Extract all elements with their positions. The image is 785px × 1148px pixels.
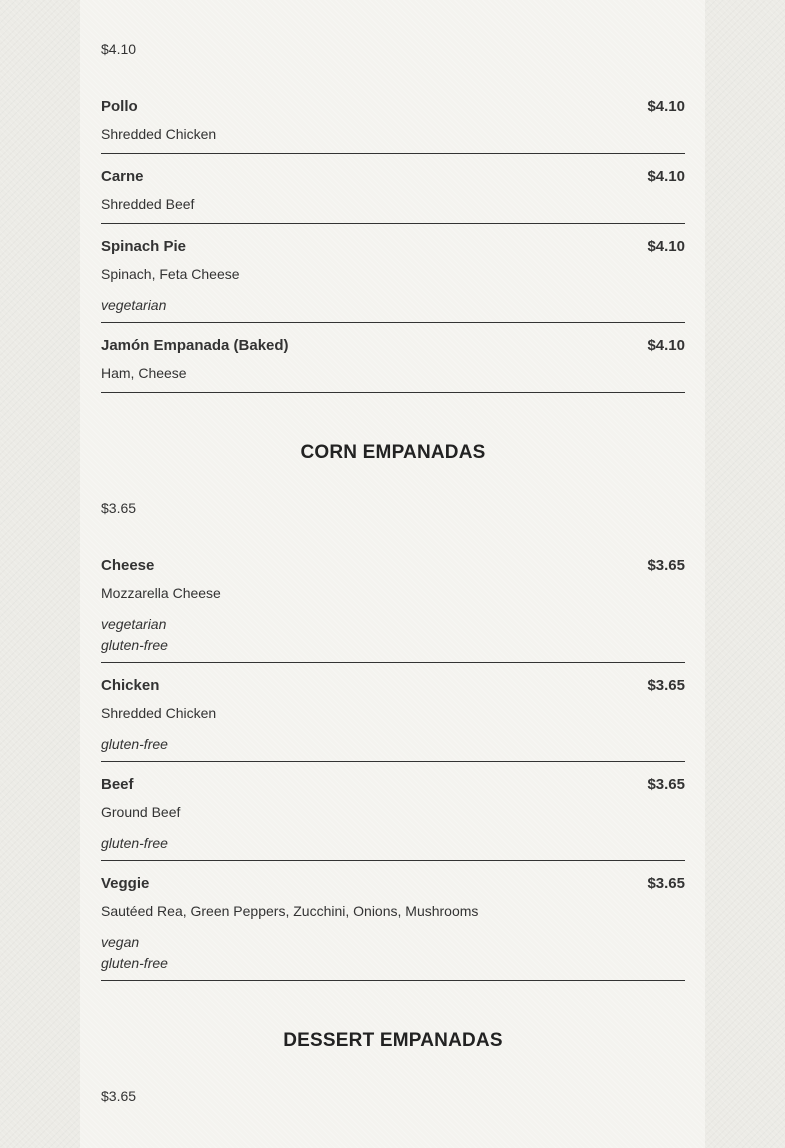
menu-item [101,168,685,224]
item-price: $4.10 [647,168,685,185]
item-description: Ham, Cheese [101,365,187,381]
item-description: Shredded Chicken [101,705,217,721]
section-title: DESSERT EMPANADAS [283,1030,503,1051]
item-name: Pollo [101,98,138,115]
item-name: Spinach Pie [101,238,187,255]
dietary-tag: gluten-free [101,736,168,752]
item-price: $4.10 [647,337,685,354]
item-name: Cheese [101,557,155,574]
menu-item [101,98,685,154]
section-title: CORN EMPANADAS [300,442,486,463]
item-description: Shredded Beef [101,196,195,212]
item-price: $3.65 [647,776,685,793]
dietary-tag: gluten-free [101,835,168,851]
item-description: Ground Beef [101,804,181,820]
section-base-price: $4.10 [101,41,137,57]
dietary-tag: gluten-free [101,637,168,653]
menu-item [101,875,685,981]
item-name: Jamón Empanada (Baked) [101,337,289,354]
dietary-tags [101,734,168,755]
item-price: $3.65 [647,677,685,694]
dietary-tag: vegetarian [101,297,167,313]
dietary-tags [101,932,168,974]
menu-item [101,677,685,762]
item-price: $3.65 [647,875,685,892]
dietary-tags [101,833,168,854]
item-description: Sautéed Rea, Green Peppers, Zucchini, Onions, Mushrooms [101,903,479,919]
item-name: Carne [101,168,144,185]
menu-item [101,776,685,861]
menu-item [101,238,685,323]
item-description: Mozzarella Cheese [101,585,221,601]
section-base-price: $3.65 [101,500,137,516]
item-description: Spinach, Feta Cheese [101,266,240,282]
item-name: Veggie [101,875,150,892]
item-name: Chicken [101,677,160,694]
menu-item [101,557,685,663]
item-description: Shredded Chicken [101,126,217,142]
item-name: Beef [101,776,134,793]
dietary-tag: gluten-free [101,955,168,971]
dietary-tags [101,295,166,316]
menu-page [80,0,705,1148]
section-base-price: $3.65 [101,1088,137,1104]
item-price: $4.10 [647,238,685,255]
item-price: $3.65 [647,557,685,574]
menu-item [101,337,685,393]
dietary-tags [101,614,168,656]
dietary-tag: vegan [101,934,140,950]
item-price: $4.10 [647,98,685,115]
dietary-tag: vegetarian [101,616,167,632]
